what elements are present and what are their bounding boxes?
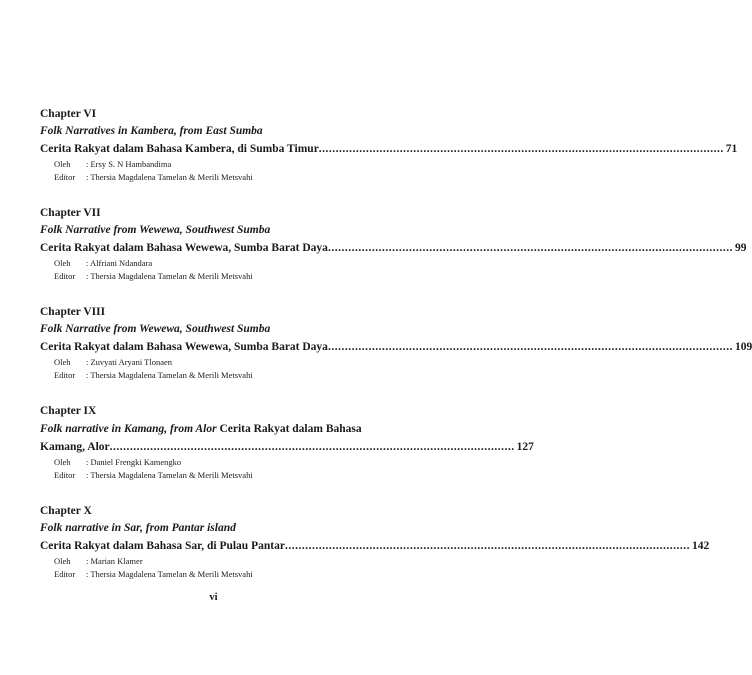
chapter-subtitle: Folk narrative in Sar, from Pantar island	[40, 522, 236, 534]
toc-page-number: 99	[734, 242, 747, 254]
editor-names: : Thersia Magdalena Tamelan & Merili Metsvahi	[86, 172, 253, 182]
chapter-subtitle: Folk Narrative from Wewewa, Southwest Sumba	[40, 323, 271, 335]
author-line	[54, 555, 374, 568]
toc-entry[interactable]	[40, 140, 738, 158]
toc-entry-title: Cerita Rakyat dalam Bahasa Wewewa, Sumba Barat Daya	[40, 341, 328, 353]
page-number: vi	[209, 592, 218, 603]
toc-entry[interactable]	[40, 438, 534, 456]
author-line	[54, 158, 374, 171]
chapter-title: Chapter VII	[40, 207, 101, 219]
editor-line	[54, 568, 374, 581]
chapter-title: Chapter IX	[40, 405, 97, 417]
editor-label: Editor	[54, 271, 76, 281]
toc-chapter-10	[40, 503, 710, 581]
toc-chapter-7	[40, 205, 747, 283]
author-line	[54, 456, 374, 469]
toc-entry[interactable]	[40, 239, 747, 257]
toc-page-number: 142	[691, 540, 710, 552]
author-label: Oleh	[54, 159, 71, 169]
toc-page-number: 71	[725, 143, 738, 155]
author-name: : Zuvyati Aryani Tlonaen	[86, 357, 173, 367]
toc-page-number: 109	[734, 341, 752, 353]
table-of-contents	[40, 106, 752, 602]
author-line	[54, 257, 374, 270]
chapter-title: Chapter X	[40, 505, 92, 517]
toc-entry-title-part2: Kamang, Alor	[40, 441, 110, 453]
dot-leader: ........................................................................................................................	[318, 143, 724, 155]
author-line	[54, 356, 374, 369]
dot-leader: ........................................................................................................................	[327, 242, 733, 254]
author-name: : Marian Klamer	[86, 556, 143, 566]
editor-label: Editor	[54, 370, 76, 380]
author-label: Oleh	[54, 457, 71, 467]
author-label: Oleh	[54, 357, 71, 367]
editor-names: : Thersia Magdalena Tamelan & Merili Metsvahi	[86, 470, 253, 480]
editor-label: Editor	[54, 569, 76, 579]
author-label: Oleh	[54, 556, 71, 566]
editor-names: : Thersia Magdalena Tamelan & Merili Metsvahi	[86, 271, 253, 281]
chapter-title: Chapter VIII	[40, 306, 106, 318]
toc-entry-title: Cerita Rakyat dalam Bahasa Sar, di Pulau Pantar	[40, 540, 285, 552]
author-name: : Daniel Frengki Kamengko	[86, 457, 182, 467]
editor-label: Editor	[54, 172, 76, 182]
author-name: : Alfriani Ndandara	[86, 258, 153, 268]
chapter-subtitle: Folk narrative in Kamang, from Alor	[40, 423, 217, 435]
author-label: Oleh	[54, 258, 71, 268]
editor-line	[54, 270, 374, 283]
editor-line	[54, 469, 374, 482]
dot-leader: ........................................................................................................................	[109, 441, 515, 453]
editor-line	[54, 369, 374, 382]
toc-entry-line1[interactable]	[40, 420, 374, 438]
editor-line	[54, 171, 374, 184]
editor-names: : Thersia Magdalena Tamelan & Merili Metsvahi	[86, 370, 253, 380]
toc-entry-title-part1: Cerita Rakyat dalam Bahasa	[219, 423, 362, 435]
toc-entry-title: Cerita Rakyat dalam Bahasa Kambera, di Sumba Timur	[40, 143, 319, 155]
dot-leader: ........................................................................................................................	[327, 341, 733, 353]
editor-label: Editor	[54, 470, 76, 480]
toc-entry[interactable]	[40, 537, 710, 555]
author-name: : Ersy S. N Hambandima	[86, 159, 172, 169]
chapter-subtitle: Folk Narratives in Kambera, from East Sumba	[40, 125, 263, 137]
toc-chapter-6	[40, 106, 738, 184]
toc-page-number: 127	[516, 441, 534, 453]
editor-names: : Thersia Magdalena Tamelan & Merili Metsvahi	[86, 569, 253, 579]
toc-chapter-8	[40, 304, 752, 382]
dot-leader: ........................................................................................................................	[284, 540, 690, 552]
chapter-subtitle: Folk Narrative from Wewewa, Southwest Sumba	[40, 224, 271, 236]
toc-chapter-9	[40, 403, 534, 482]
toc-entry-title: Cerita Rakyat dalam Bahasa Wewewa, Sumba Barat Daya	[40, 242, 328, 254]
chapter-title: Chapter VI	[40, 108, 97, 120]
toc-entry[interactable]	[40, 338, 752, 356]
